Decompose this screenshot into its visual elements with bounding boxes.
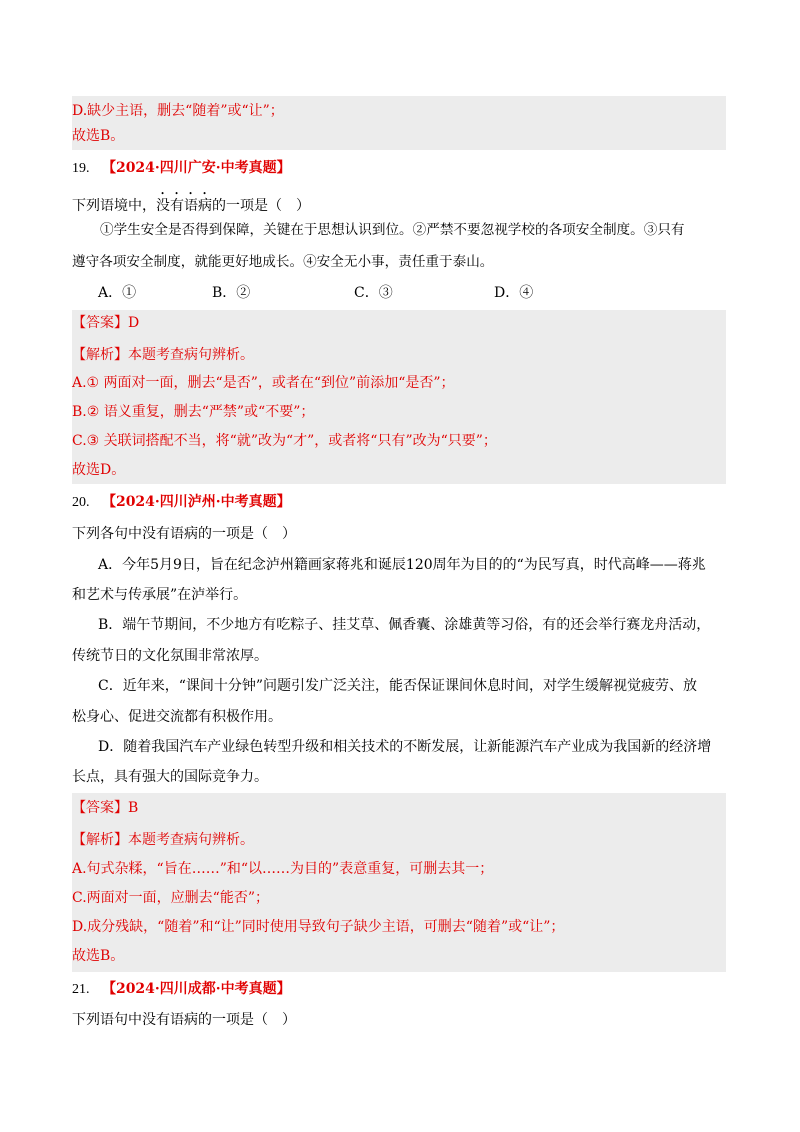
option-b: B．② xyxy=(212,285,251,301)
analysis-line: B.② 语义重复，删去“严禁”或“不要”； xyxy=(72,404,315,420)
answer-label: 【答案】B xyxy=(72,800,139,816)
analysis-line: A.句式杂糅，“旨在……”和“以……为目的”表意重复，可删去其一； xyxy=(72,861,494,877)
analysis-line: 故选B。 xyxy=(72,948,125,964)
analysis-block-18 xyxy=(72,96,726,150)
question-number: 19. xyxy=(72,161,90,176)
analysis-line: 【解析】本题考查病句辨析。 xyxy=(72,347,254,363)
answer-label: 【答案】D xyxy=(72,315,140,331)
question-19-header xyxy=(72,158,291,179)
answer-block-19 xyxy=(72,310,726,484)
prompt-text: 下列语境中， xyxy=(72,198,156,214)
analysis-line: D.缺少主语，删去“随着”或“让”； xyxy=(72,103,284,119)
question-21-header xyxy=(72,979,291,1000)
question-source-tag: 【2024·四川成都·中考真题】 xyxy=(101,981,291,997)
option-d-line: D．随着我国汽车产业绿色转型升级和相关技术的不断发展，让新能源汽车产业成为我国新的经济增 xyxy=(98,739,712,755)
option-d-line: 长点，具有强大的国际竞争力。 xyxy=(72,769,268,785)
emphasized-text: 没有语病 xyxy=(156,198,212,214)
option-b-line: 传统节日的文化氛围非常浓厚。 xyxy=(72,648,268,664)
analysis-line: 故选B。 xyxy=(72,128,125,144)
option-c-line: 松身心、促进交流都有积极作用。 xyxy=(72,709,282,725)
answer-block-20 xyxy=(72,793,726,972)
option-a: A．① xyxy=(98,285,137,301)
question-source-tag: 【2024·四川广安·中考真题】 xyxy=(101,160,291,176)
option-c-line: C．近年来，“课间十分钟”问题引发广泛关注，能否保证课间休息时间，对学生缓解视觉疲劳、放 xyxy=(98,678,698,694)
analysis-line: C.③ 关联词搭配不当，将“就”改为“才”，或者将“只有”改为“只要”； xyxy=(72,433,497,449)
option-a-line: A．今年5月9日，旨在纪念泸州籍画家蒋兆和诞辰120周年为目的的“为民写真，时代高峰——蒋兆 xyxy=(98,557,706,573)
option-c: C．③ xyxy=(354,285,393,301)
question-20-prompt: 下列各句中没有语病的一项是（ ） xyxy=(72,526,296,542)
question-number: 20. xyxy=(72,495,90,510)
question-19-passage-line: 遵守各项安全制度，就能更好地成长。④安全无小事，责任重于泰山。 xyxy=(72,254,494,270)
question-source-tag: 【2024·四川泸州·中考真题】 xyxy=(101,494,291,510)
question-21-prompt: 下列语句中没有语病的一项是（ ） xyxy=(72,1012,296,1028)
question-19-prompt xyxy=(72,190,310,216)
option-d: D．④ xyxy=(494,285,534,301)
analysis-line: 【解析】本题考查病句辨析。 xyxy=(72,832,254,848)
analysis-line: 故选D。 xyxy=(72,462,126,478)
analysis-line: C.两面对一面，应删去“能否”； xyxy=(72,890,269,906)
analysis-line: A.① 两面对一面，删去“是否”，或者在“到位”前添加“是否”； xyxy=(72,375,455,391)
option-a-line: 和艺术与传承展”在泸举行。 xyxy=(72,587,248,603)
prompt-text: 的一项是（ ） xyxy=(212,198,310,214)
analysis-line: D.成分残缺，“随着”和“让”同时使用导致句子缺少主语，可删去“随着”或“让”； xyxy=(72,919,565,935)
question-20-header xyxy=(72,492,291,513)
question-number: 21. xyxy=(72,982,90,997)
option-b-line: B．端午节期间，不少地方有吃粽子、挂艾草、佩香囊、涂雄黄等习俗，有的还会举行赛龙舟活动， xyxy=(98,617,711,633)
question-19-passage-line: ①学生安全是否得到保障，关键在于思想认识到位。②严禁不要忽视学校的各项安全制度。③只有 xyxy=(100,222,685,238)
